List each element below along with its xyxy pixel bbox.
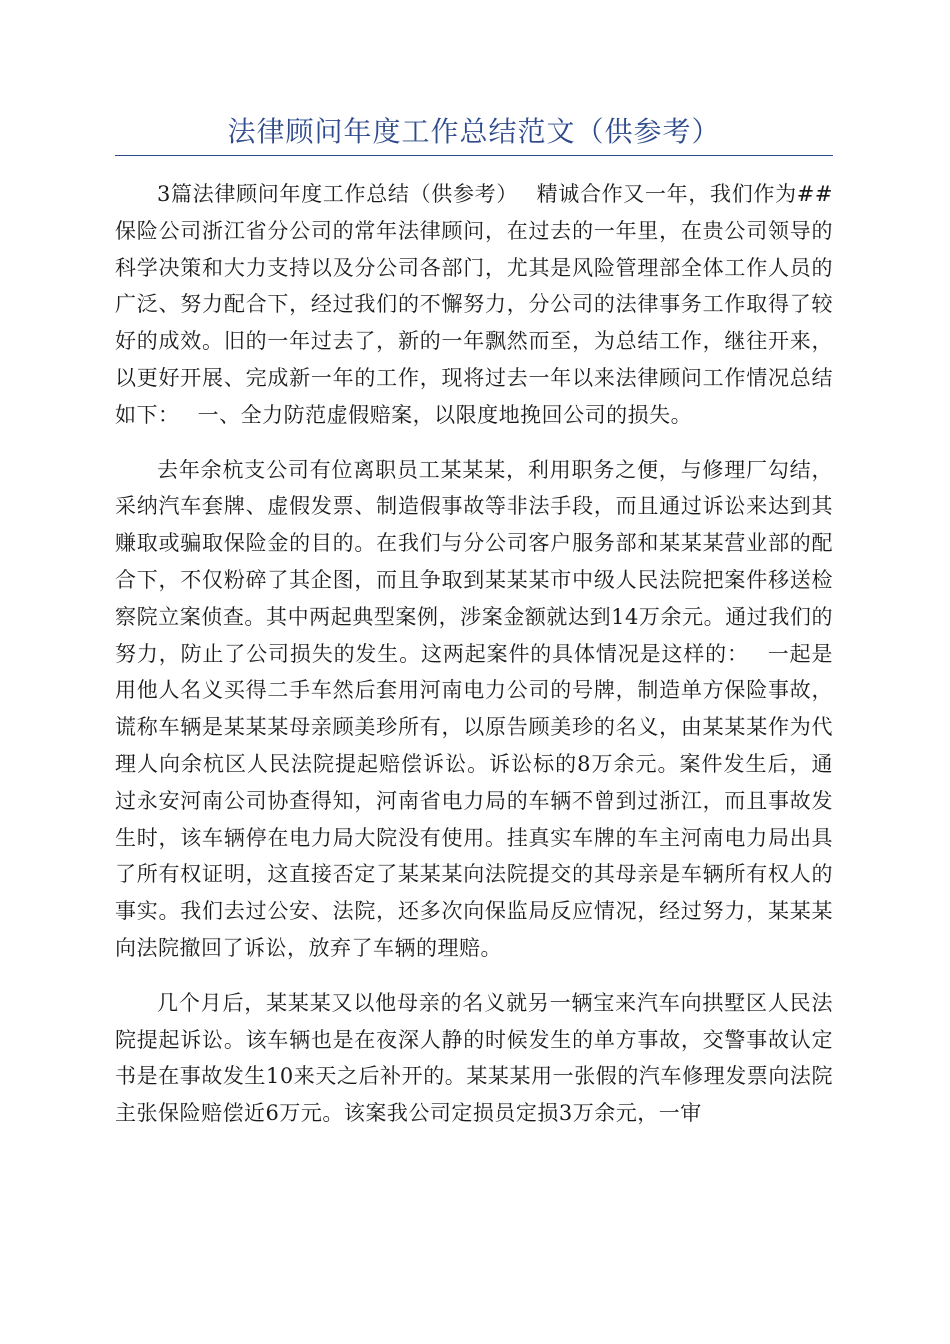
paragraph-3: 几个月后，某某某又以他母亲的名义就另一辆宝来汽车向拱墅区人民法院提起诉讼。该车辆也是在夜深人静的时候发生的单方事故，交警事故认定书是在事故发生10来天之后补开的。某某某用一张假的汽车修理发票向法院主张保险赔偿近6万元。该案我公司定损员定损3万余元，一审: [115, 990, 833, 1126]
document-title: 法律顾问年度工作总结范文（供参考）: [227, 115, 721, 148]
paragraph-2: 去年余杭支公司有位离职员工某某某，利用职务之便，与修理厂勾结，采纳汽车套牌、虚假发票、制造假事故等非法手段，而且通过诉讼来达到其赚取或骗取保险金的目的。在我们与分公司客户服务部和某某某营业部的配合下，不仅粉碎了其企图，而且争取到某某某市中级人民法院把案件移送检察院立案侦查。其中两起典型案例，涉案金额就达到14万余元。通过我们的努力，防止了公司损失的发生。这两起案件的具体情况是这样的： 一起是用他人名义买得二手车然后套用河南电力公司的号牌，制造单方保险事故，谎称车辆是某某某母亲顾美珍所有，以原告顾美珍的名义，由某某某作为代理人向余杭区人民法院提起赔偿诉讼。诉讼标的8万余元。案件发生后，通过永安河南公司协查得知，河南省电力局的车辆不曾到过浙江，而且事故发生时，该车辆停在电力局大院没有使用。挂真实车牌的车主河南电力局出具了所有权证明，这直接否定了某某某向法院提交的其母亲是车辆所有权人的事实。我们去过公安、法院，还多次向保监局反应情况，经过努力，某某某向法院撤回了诉讼，放弃了车辆的理赔。: [115, 457, 833, 960]
document-body: [115, 176, 833, 1150]
title-underline: [115, 155, 833, 156]
paragraph-1: 3篇法律顾问年度工作总结（供参考） 精诚合作又一年，我们作为##保险公司浙江省分公司的常年法律顾问，在过去的一年里，在贵公司领导的科学决策和大力支持以及分公司各部门，尤其是风险管理部全体工作人员的广泛、努力配合下，经过我们的不懈努力，分公司的法律事务工作取得了较好的成效。旧的一年过去了，新的一年飘然而至，为总结工作，继往开来，以更好开展、完成新一年的工作，现将过去一年以来法律顾问工作情况总结如下： 一、全力防范虚假赔案，以限度地挽回公司的损失。: [115, 182, 833, 427]
